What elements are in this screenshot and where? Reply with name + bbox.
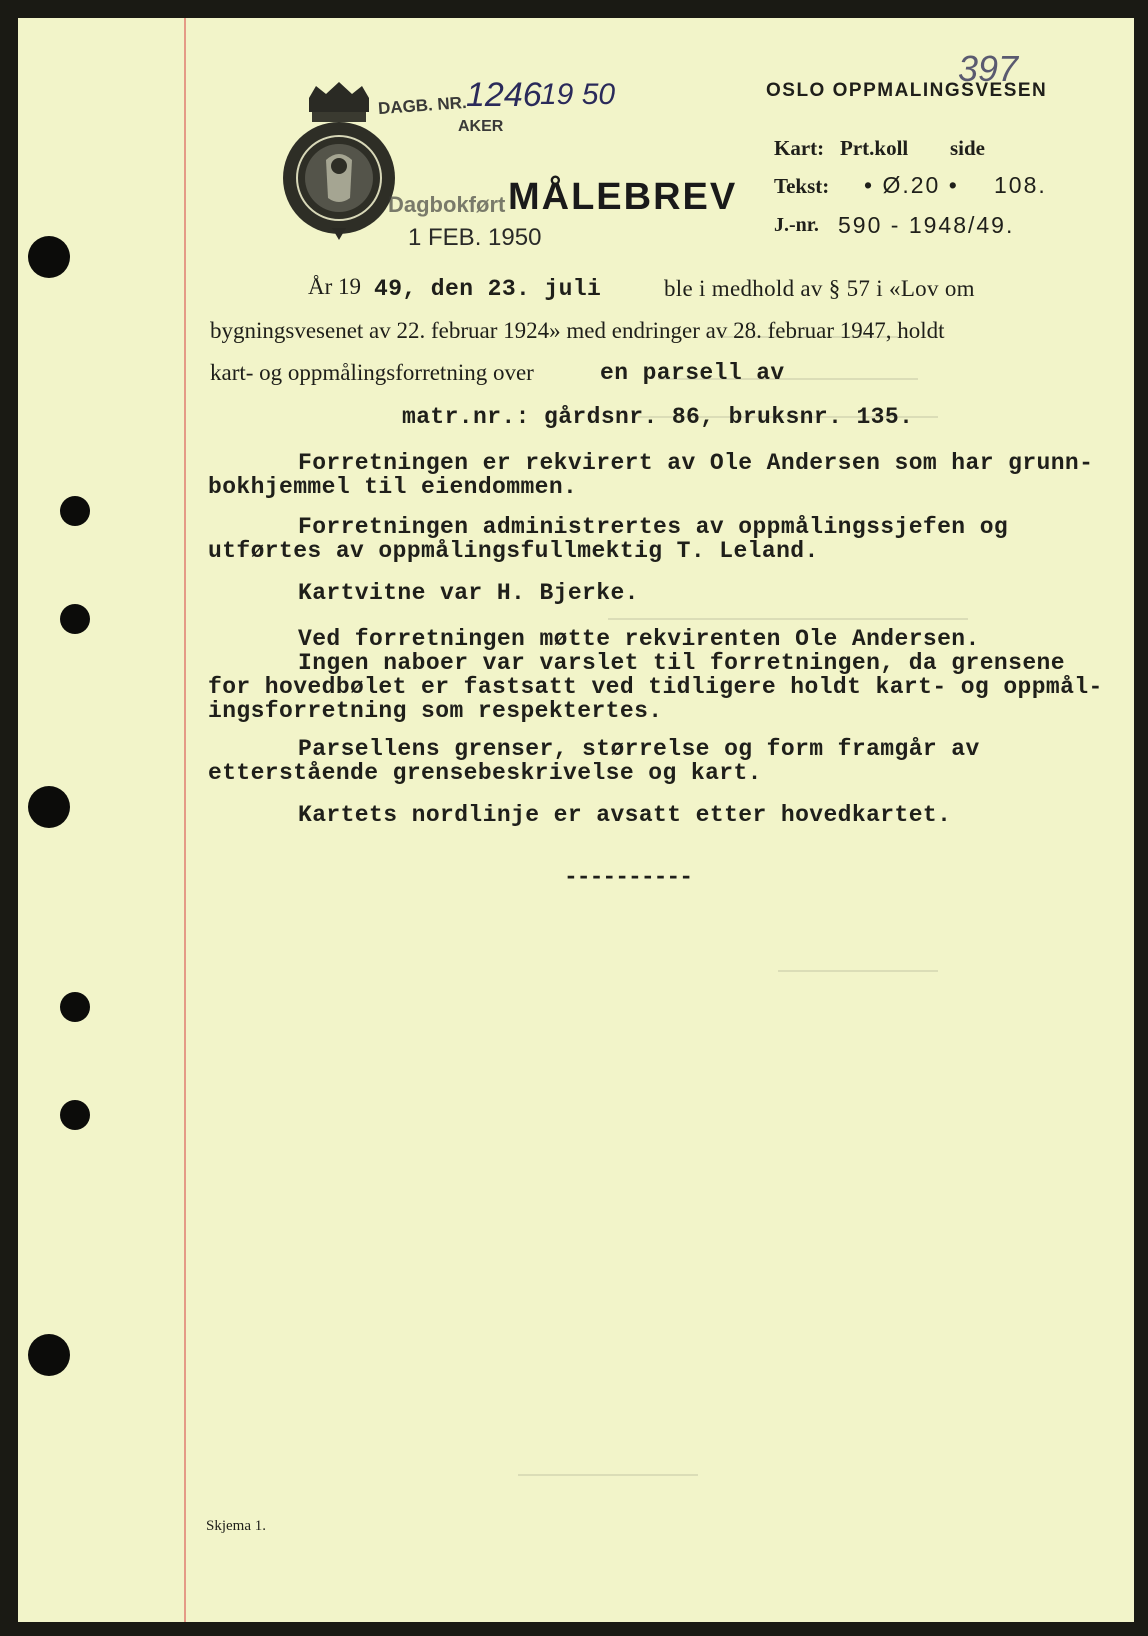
- separator-line: ----------: [564, 864, 693, 890]
- page-title: MÅLEBREV: [508, 176, 738, 218]
- stamp-dagb-number: 1246: [466, 76, 542, 114]
- stamp-dagb-year: 19 50: [540, 78, 616, 111]
- jnr-label: J.-nr.: [774, 214, 819, 236]
- paragraph-3-line-1: Kartvitne var H. Bjerke.: [298, 580, 639, 606]
- document-page: [18, 18, 1134, 1622]
- paragraph-5-line-2: etterstående grensebeskrivelse og kart.: [208, 760, 762, 786]
- body-line3-typed: en parsell av: [600, 360, 785, 386]
- punch-hole: [60, 1100, 90, 1130]
- stamp-place: AKER: [458, 118, 504, 135]
- handwritten-page-number: 397: [958, 48, 1019, 89]
- punch-hole: [28, 786, 70, 828]
- body-line3-printed: kart- og oppmålingsforretning over: [210, 360, 534, 385]
- paragraph-2-line-2: utførtes av oppmålingsfullmektig T. Leland.: [208, 538, 819, 564]
- stamp-dagb-label: DAGB. NR.: [377, 92, 468, 119]
- side-label: side: [950, 136, 986, 160]
- bleed-line: [658, 378, 918, 380]
- body-line2: bygningsvesenet av 22. februar 1924» med endringer av 28. februar 1947, holdt: [210, 318, 945, 343]
- paragraph-4-line-2: Ingen naboer var varslet til forretningen, da grensene: [298, 650, 1065, 676]
- tekst-value: • Ø.20 •: [864, 172, 959, 198]
- tekst-side: 108.: [994, 172, 1047, 198]
- agency-name: OSLO OPPMALINGSVESEN: [766, 80, 1048, 101]
- bleed-line: [718, 336, 898, 338]
- jnr-value: 590 - 1948/49.: [838, 212, 1015, 238]
- paragraph-1-line-1: Forretningen er rekvirert av Ole Andersen som har grunn-: [298, 450, 1094, 476]
- punch-hole: [28, 236, 70, 278]
- stamp-date: 1 FEB. 1950: [408, 224, 542, 251]
- paragraph-1-line-2: bokhjemmel til eiendommen.: [208, 474, 578, 500]
- body-line1-printed-b: ble i medhold av § 57 i «Lov om: [664, 276, 975, 301]
- punch-hole: [60, 496, 90, 526]
- paragraph-5-line-1: Parsellens grenser, størrelse og form framgår av: [298, 736, 980, 762]
- form-label: Skjema 1.: [206, 1518, 266, 1534]
- bleed-line: [778, 970, 938, 972]
- bleed-line: [608, 618, 968, 620]
- margin-line: [184, 18, 186, 1622]
- kart-label: Kart:: [774, 136, 825, 160]
- paragraph-4-line-1: Ved forretningen møtte rekvirenten Ole Andersen.: [298, 626, 980, 652]
- bleed-line: [638, 416, 938, 418]
- kart-value: Prt.koll: [840, 136, 909, 160]
- paragraph-2-line-1: Forretningen administrertes av oppmålingssjefen og: [298, 514, 1009, 540]
- punch-hole: [28, 1334, 70, 1376]
- body-line4-typed: matr.nr.: gårdsnr. 86, bruksnr. 135.: [402, 404, 914, 430]
- punch-hole: [60, 992, 90, 1022]
- paragraph-4-line-4: ingsforretning som respektertes.: [208, 698, 663, 724]
- body-line1-typed: 49, den 23. juli: [374, 276, 602, 302]
- paragraph-6-line-1: Kartets nordlinje er avsatt etter hovedkartet.: [298, 802, 952, 828]
- tekst-label: Tekst:: [774, 174, 830, 198]
- paragraph-4-line-3: for hovedbølet er fastsatt ved tidligere holdt kart- og oppmål-: [208, 674, 1103, 700]
- punch-hole: [60, 604, 90, 634]
- body-line1-printed-a: År 19: [308, 274, 362, 299]
- stamp-dagbokfort: Dagbokført: [388, 192, 506, 217]
- bleed-line: [518, 1474, 698, 1476]
